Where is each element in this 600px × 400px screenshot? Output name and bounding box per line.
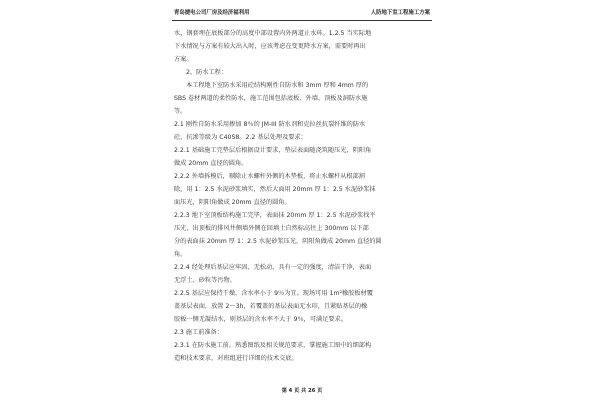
paragraph-line: 下水情况与方案有较大出入时，应该考虑在变更降水方案，需要时再出 bbox=[174, 42, 366, 50]
paragraph-line: 除，用 1：2.5 水泥砂浆填实，然后大面用 20mm 厚 1：2.5 水泥砂浆抹 bbox=[174, 185, 376, 193]
paragraph-line: 2.2.2 外墙拆模后，剔除止水螺杆外侧的木垫板，将止水螺杆从根部割 bbox=[174, 172, 365, 180]
paragraph-line: 砼，抗渗等级为 C40S8。2.2 基层处理及要求： bbox=[174, 133, 307, 141]
document-body bbox=[174, 28, 430, 366]
paragraph-line: 2.1 刚性自防水采用掺加 8％的 JM-III 防水剂和克拉丝抗裂纤维的防水 bbox=[174, 120, 366, 128]
paragraph-line: 水，钢套埋在底板部分的高度中部设置内外两道止水环。1.2.5 当实际地 bbox=[174, 30, 372, 37]
paragraph-line: 胶板一侧无凝结水，则基层的含水率不大于 9％，可满足要求。 bbox=[174, 315, 347, 323]
paragraph-line: 本工程地下室防水采用砼结构刚性自防水和 3mm 厚和 4mm 厚的 bbox=[186, 81, 369, 89]
header-doc-title: 人防地下室工程施工方案 bbox=[370, 10, 430, 16]
paragraph-line: 做成 20mm 直径的圆角。 bbox=[174, 159, 248, 167]
paragraph-line: 2.2.1 基础施工完垫层后根据设计要求，垫层表面随浇筑随压光，阴阳角 bbox=[174, 146, 372, 154]
paragraph-line: 压光，出顶板的排风井侧墙外侧在回填土自然标高往上 300mm 以下部 bbox=[174, 224, 369, 232]
paragraph-line: 2.2.4 经处理后基层应牢固、无松动，具有一定的强度，清洁干净，表面 bbox=[174, 263, 372, 271]
document-page bbox=[172, 6, 432, 394]
paragraph-line: 分的表面抹 20mm 厚 1：2.5 水泥砂浆压光，阴阳角做成 20mm 直径的圆 bbox=[174, 237, 382, 245]
paragraph-line: 2.2.3 地下室顶板结构施工完毕，表面抹 20mm 厚 1：2.5 水泥砂浆找平 bbox=[174, 211, 376, 219]
paragraph-line: 2.3 施工前准备： bbox=[174, 328, 223, 336]
paragraph-line: 角。 bbox=[174, 250, 187, 258]
paragraph-line: 面压光，阴阳角做成 20mm 直径的圆角。 bbox=[174, 198, 291, 206]
paragraph-line: 2、防水工程： bbox=[186, 68, 228, 76]
paragraph-line: 方案。 bbox=[174, 55, 193, 63]
paragraph-line: 造和技术要求，对班组进行详细的技术交底。 bbox=[174, 354, 298, 362]
header-company: 青岛捷电公司厂房及经济福利用 bbox=[174, 10, 250, 16]
page-number: 第 4 页 共 26 页 bbox=[281, 388, 323, 394]
paragraph-line: 无浮土、砂粒等污物。 bbox=[174, 276, 236, 284]
paragraph-line: 等。 bbox=[174, 107, 187, 115]
paragraph-line: 盖基层表面，放置 2～3h，若覆盖的基层表面无水印，且紧贴基层的橡 bbox=[174, 302, 368, 310]
page-header bbox=[172, 6, 432, 21]
paragraph-line: SBS 卷材两道的柔性防水，施工范围包括底板、外墙、顶板及洞防水施 bbox=[174, 94, 368, 102]
paragraph-line: 2.2.5 基层应保持干燥，含水率小于 9％为宜。现场可用 1m²橡胶板材覆 bbox=[174, 289, 373, 297]
paragraph-line: 2.3.1 在防水施工前，熟悉图纸及相关规范要求，掌握施工图中的细部构 bbox=[174, 341, 372, 349]
